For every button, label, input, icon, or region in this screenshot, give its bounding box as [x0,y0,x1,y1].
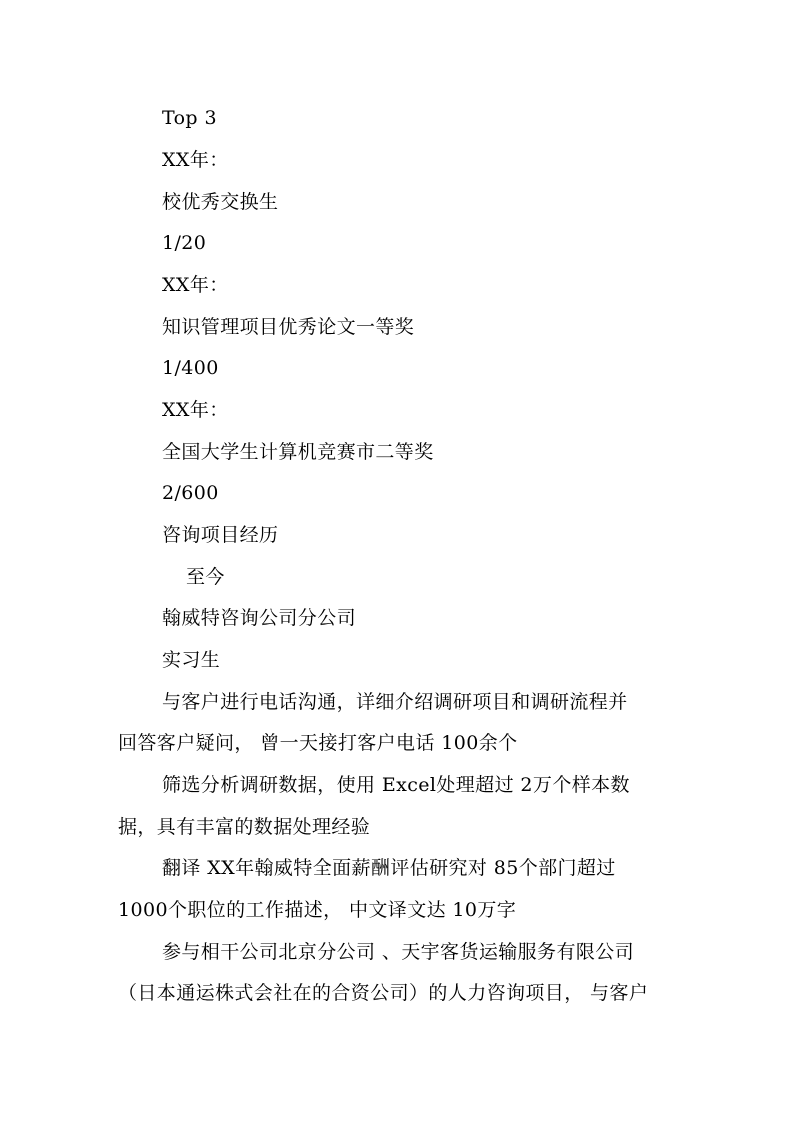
duty-paragraph-2-line-2: 据，具有丰富的数据处理经验 [118,816,371,838]
award-ratio: 1/400 [162,357,219,379]
year-label: XX年： [162,274,229,296]
year-label: XX年： [162,399,229,421]
award-title: 校优秀交换生 [162,191,279,213]
company-name: 翰威特咨询公司分公司 [162,607,357,629]
award-title: 全国大学生计算机竞赛市二等奖 [162,441,434,463]
rank-text: Top 3 [162,107,217,129]
award-title: 知识管理项目优秀论文一等奖 [162,316,415,338]
duty-paragraph-4-line-2: （日本通运株式会社在的合资公司）的人力咨询项目， 与客户 [118,982,649,1004]
duty-paragraph-3-line-1: 翻译 XX年翰威特全面薪酬评估研究对 85个部门超过 [162,857,616,879]
duty-paragraph-3-line-2: 1000个职位的工作描述， 中文译文达 10万字 [118,899,517,921]
duty-paragraph-2-line-1: 筛选分析调研数据，使用 Excel处理超过 2万个样本数 [162,774,630,796]
award-ratio: 2/600 [162,482,219,504]
section-heading: 咨询项目经历 [162,524,279,546]
duty-paragraph-1-line-1: 与客户进行电话沟通，详细介绍调研项目和调研流程并 [162,691,628,713]
duty-paragraph-1-line-2: 回答客户疑问， 曾一天接打客户电话 100余个 [118,732,518,754]
award-ratio: 1/20 [162,232,207,254]
job-title: 实习生 [162,649,221,671]
year-label: XX年： [162,149,229,171]
date-range: 至今 [186,566,225,588]
duty-paragraph-4-line-1: 参与相干公司北京分公司 、天宇客货运输服务有限公司 [162,941,635,963]
